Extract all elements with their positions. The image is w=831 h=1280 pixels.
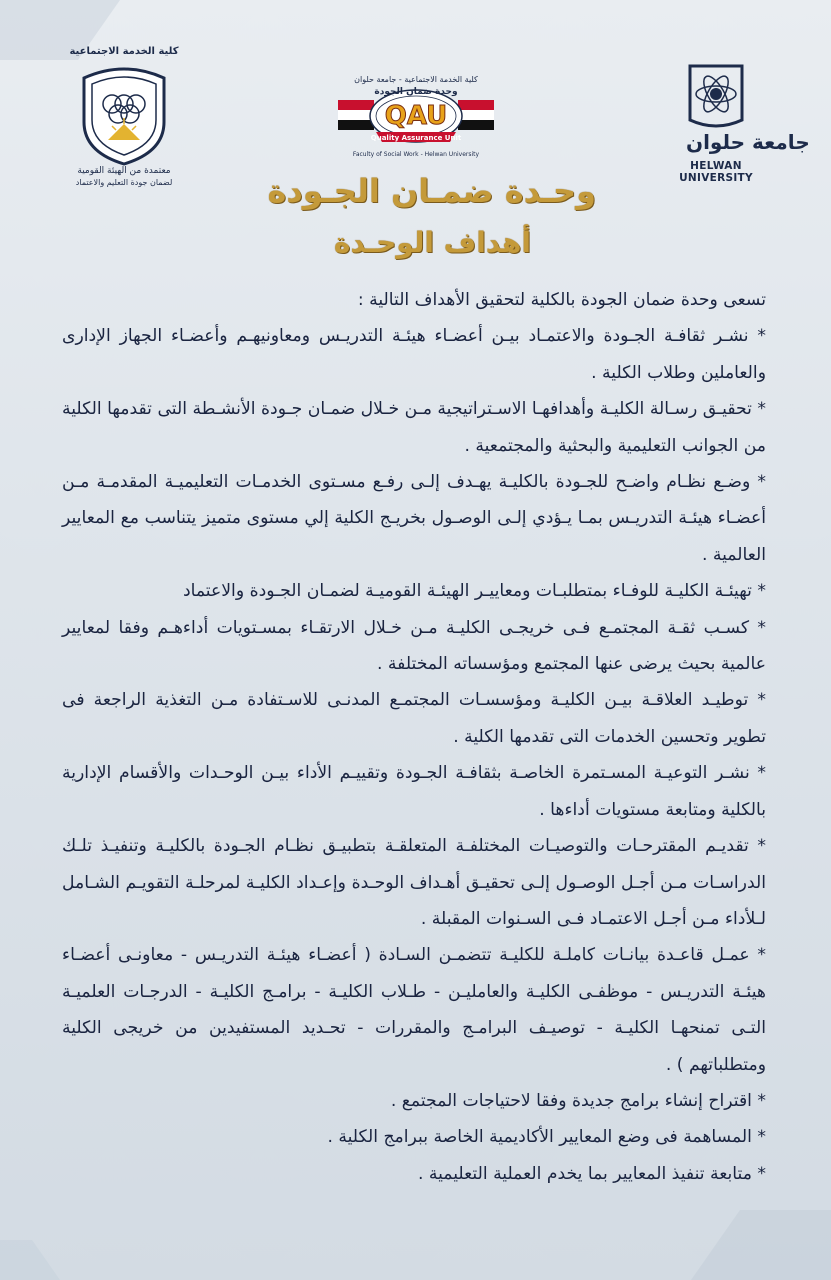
qau-top-arc: كلية الخدمة الاجتماعية - جامعة حلوان	[354, 75, 478, 84]
helwan-university-logo	[660, 62, 772, 174]
page-title: وحـدة ضمـان الجـودة	[267, 172, 596, 210]
objective-item: * نشـر ثقافـة الجـودة والاعتمـاد بيـن أعضـاء هيئـة التدريـس ومعاونيهـم وأعضـاء الجهاز الإدارى والعاملين وطلاب الكلية .	[62, 326, 766, 383]
qau-acronym: QAU	[384, 101, 448, 131]
objective-item: * المساهمة فى وضع المعايير الأكاديمية الخاصة ببرامج الكلية .	[327, 1127, 766, 1148]
objectives-text	[62, 282, 766, 1192]
helwan-english-name: HELWAN UNIVERSITY	[679, 160, 753, 184]
corner-decoration-bottom-left	[0, 1240, 60, 1280]
objective-item: * كسـب ثقـة المجتمـع فـى خريجـى الكليـة مـن خـلال الارتقـاء بمسـتويات أداءهـم وفقا لمعايير عالمية بحيث يرضى عنها المجتمع ومؤسساته المختلفة .	[62, 617, 766, 675]
objective-item: * تحقيـق رسـالة الكليـة وأهدافهـا الاسـتراتيجية مـن خـلال ضمـان جـودة الأنشـطة التى تقدمها الكلية من الجوانب التعليمية والبحثية والمجتمعية .	[62, 399, 766, 456]
objective-item: * توطيـد العلاقـة بيـن الكليـة ومؤسسـات المجتمـع المدنـى للاسـتفادة مـن التغذية الراجعة فى تطوير وتحسين الخدمات التى تقدمها الكلية .	[62, 690, 766, 747]
page-subtitle: أهداف الوحـدة	[333, 226, 531, 259]
social-work-faculty-seal	[69, 46, 179, 187]
corner-decoration-bottom-right	[691, 1210, 831, 1280]
qau-subtitle: وحدة ضمان الجودة	[374, 87, 458, 97]
objective-item: * اقتراح إنشاء برامج جديدة وفقا لاحتياجات المجتمع .	[390, 1090, 766, 1111]
objective-item: * متابعة تنفيذ المعايير بما يخدم العملية التعليمية .	[417, 1163, 766, 1184]
objective-item: * عمـل قاعـدة بيانـات كاملـة للكليـة تتضمـن السـادة ( أعضـاء هيئـة التدريـس - معاونـى أعضـاء هيئـة التدريـس - موظفـى الكليـة والعامليـن - طـلاب الكليـة - برامـج الكليـة - الدرجـات العلميـة التـى تمنحهـا الكليـة - توصيـف البرامـج والمقررات - تحـديد المستفيدين من خريجى الكلية ومتطلباتهم ) .	[62, 945, 766, 1075]
qau-banner: Quality Assurance Unit	[370, 134, 462, 142]
qau-bottom-arc: Faculty of Social Work - Helwan University	[352, 151, 480, 158]
seal-bottom-text-2: لضمان جودة التعليم والاعتماد	[75, 178, 173, 187]
seal-bottom-text-1: معتمدة من الهيئة القومية	[77, 166, 171, 176]
intro-paragraph: تسعى وحدة ضمان الجودة بالكلية لتحقيق الأهداف التالية :	[357, 290, 766, 310]
objective-item: * نشـر التوعيـة المسـتمرة الخاصـة بثقافـة الجـودة وتقييـم الأداء بيـن الوحـدات والأقسام الإدارية بالكلية ومتابعة مستويات أداءها .	[62, 763, 766, 820]
objective-item: * وضـع نظـام واضـح للجـودة بالكليـة يهـدف إلـى رفـع مسـتوى الخدمـات التعليميـة المقدمـة مـن أعضـاء هيئـة التدريـس بمـا يـؤدي إلـى الوصـول بخريـج الكلية إلي مستوى متميز يتناسب مع المعايير العالمية .	[62, 472, 766, 565]
qau-logo	[332, 70, 500, 160]
helwan-arabic-name: جامعة حلوان	[686, 130, 810, 154]
objective-item: * تهيئـة الكليـة للوفـاء بمتطلبـات ومعاييـر الهيئـة القوميـة لضمـان الجـودة والاعتماد	[182, 581, 766, 602]
seal-top-text: كلية الخدمة الاجتماعية	[69, 46, 179, 57]
objective-item: * تقديـم المقترحـات والتوصيـات المختلفـة المتعلقـة بتطبيـق نظـام الجـودة بالكليـة وتنفيـذ تلـك الدراسـات مـن أجـل الوصـول إلـى تحقيـق أهـداف الوحـدة وإعـداد الكليـة لمرحلـة التقويـم الشـامل لـلأداء مـن أجـل الاعتمـاد فـى السـنوات المقبلة .	[62, 836, 766, 929]
